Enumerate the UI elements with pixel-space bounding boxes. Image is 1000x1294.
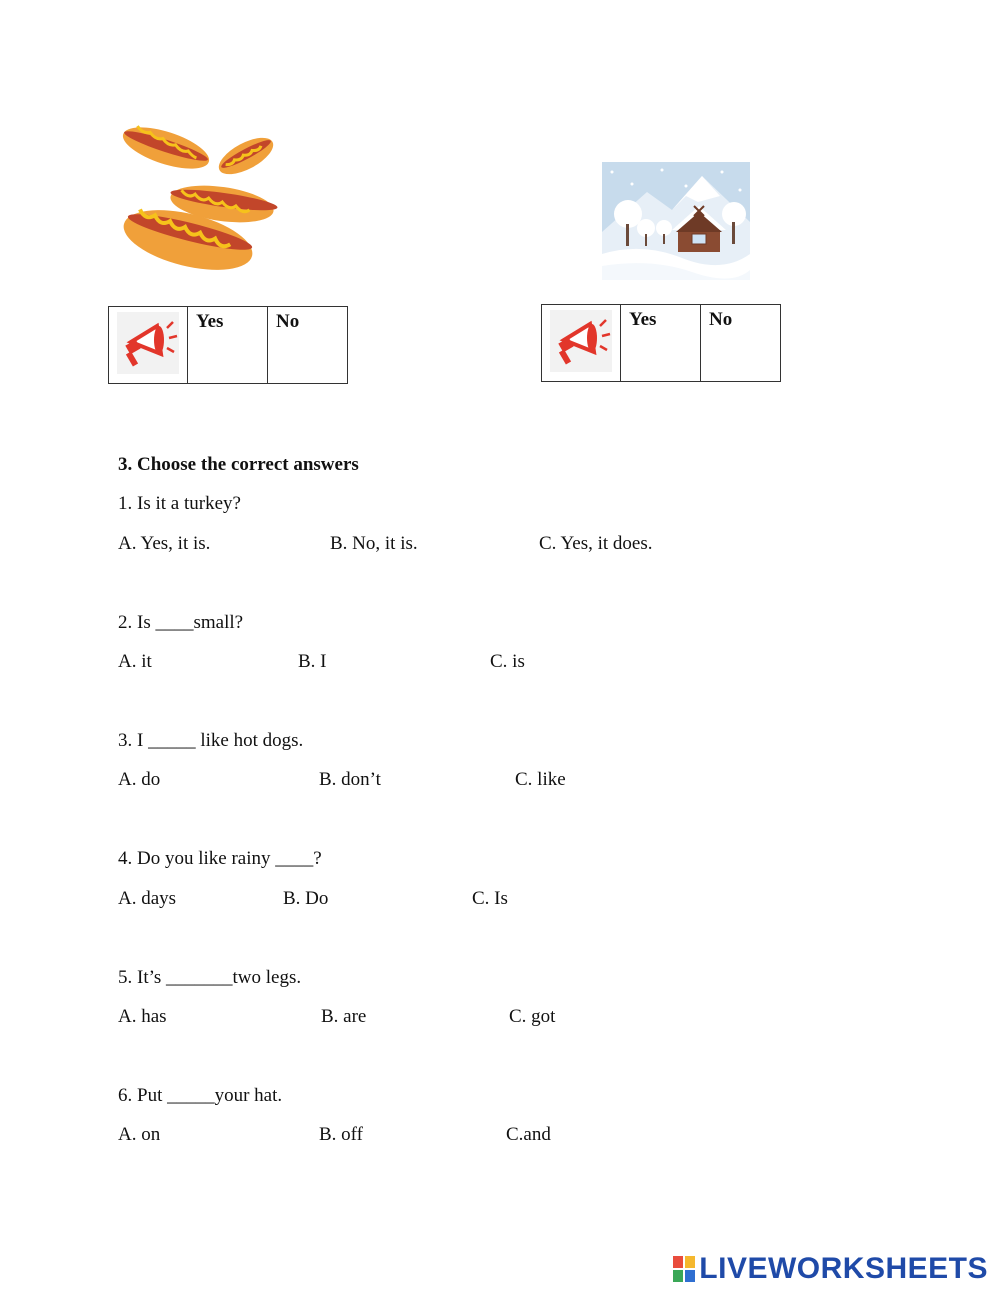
q2-option-c[interactable]: C. is (490, 651, 525, 672)
q1-option-b[interactable]: B. No, it is. (330, 533, 418, 554)
answer-yes-1[interactable] (188, 307, 268, 384)
answer-no-2[interactable] (701, 305, 781, 382)
no-label: No (276, 311, 300, 332)
q2-option-b[interactable]: B. I (298, 651, 327, 672)
listen-audio-button-1[interactable] (109, 307, 188, 384)
question-4: 4. Do you like rainy ____? (118, 848, 322, 869)
answer-yes-2[interactable] (621, 305, 701, 382)
question-3: 3. I _____ like hot dogs. (118, 730, 304, 751)
liveworksheets-logo-mark (673, 1256, 695, 1282)
q3-option-c[interactable]: C. like (515, 769, 566, 790)
section-3-title: 3. Choose the correct answers (118, 454, 359, 475)
hot-dog-2 (213, 130, 278, 181)
q6-option-c[interactable]: C.and (506, 1124, 551, 1145)
liveworksheets-logo[interactable] (673, 1252, 988, 1286)
yes-label: Yes (196, 311, 224, 332)
yes-label: Yes (629, 309, 657, 330)
q6-option-b[interactable]: B. off (319, 1124, 363, 1145)
question-2: 2. Is ____small? (118, 612, 244, 633)
question-6: 6. Put _____your hat. (118, 1085, 283, 1106)
logo-text: LIVEWORKSHEETS (699, 1252, 988, 1285)
listening-table-2 (541, 304, 781, 382)
q3-option-b[interactable]: B. don’t (319, 769, 381, 790)
q5-option-a[interactable]: A. has (118, 1006, 167, 1027)
snowy-cabin-image (602, 162, 750, 280)
listening-table-1 (108, 306, 348, 384)
no-label: No (709, 309, 733, 330)
q5-option-b[interactable]: B. are (321, 1006, 367, 1027)
q6-option-a[interactable]: A. on (118, 1124, 161, 1145)
question-5: 5. It’s _______two legs. (118, 967, 302, 988)
q4-option-a[interactable]: A. days (118, 888, 177, 909)
question-1: 1. Is it a turkey? (118, 493, 241, 514)
megaphone-icon (550, 310, 612, 372)
q5-option-c[interactable]: C. got (509, 1006, 556, 1027)
q2-option-a[interactable]: A. it (118, 651, 152, 672)
q1-option-c[interactable]: C. Yes, it does. (539, 533, 653, 554)
listen-audio-button-2[interactable] (542, 305, 621, 382)
answer-no-1[interactable] (268, 307, 348, 384)
hot-dogs-image (118, 118, 283, 278)
hot-dog-1 (118, 119, 213, 177)
q4-option-b[interactable]: B. Do (283, 888, 329, 909)
q3-option-a[interactable]: A. do (118, 769, 161, 790)
q1-option-a[interactable]: A. Yes, it is. (118, 533, 211, 554)
megaphone-icon (117, 312, 179, 374)
q4-option-c[interactable]: C. Is (472, 888, 508, 909)
